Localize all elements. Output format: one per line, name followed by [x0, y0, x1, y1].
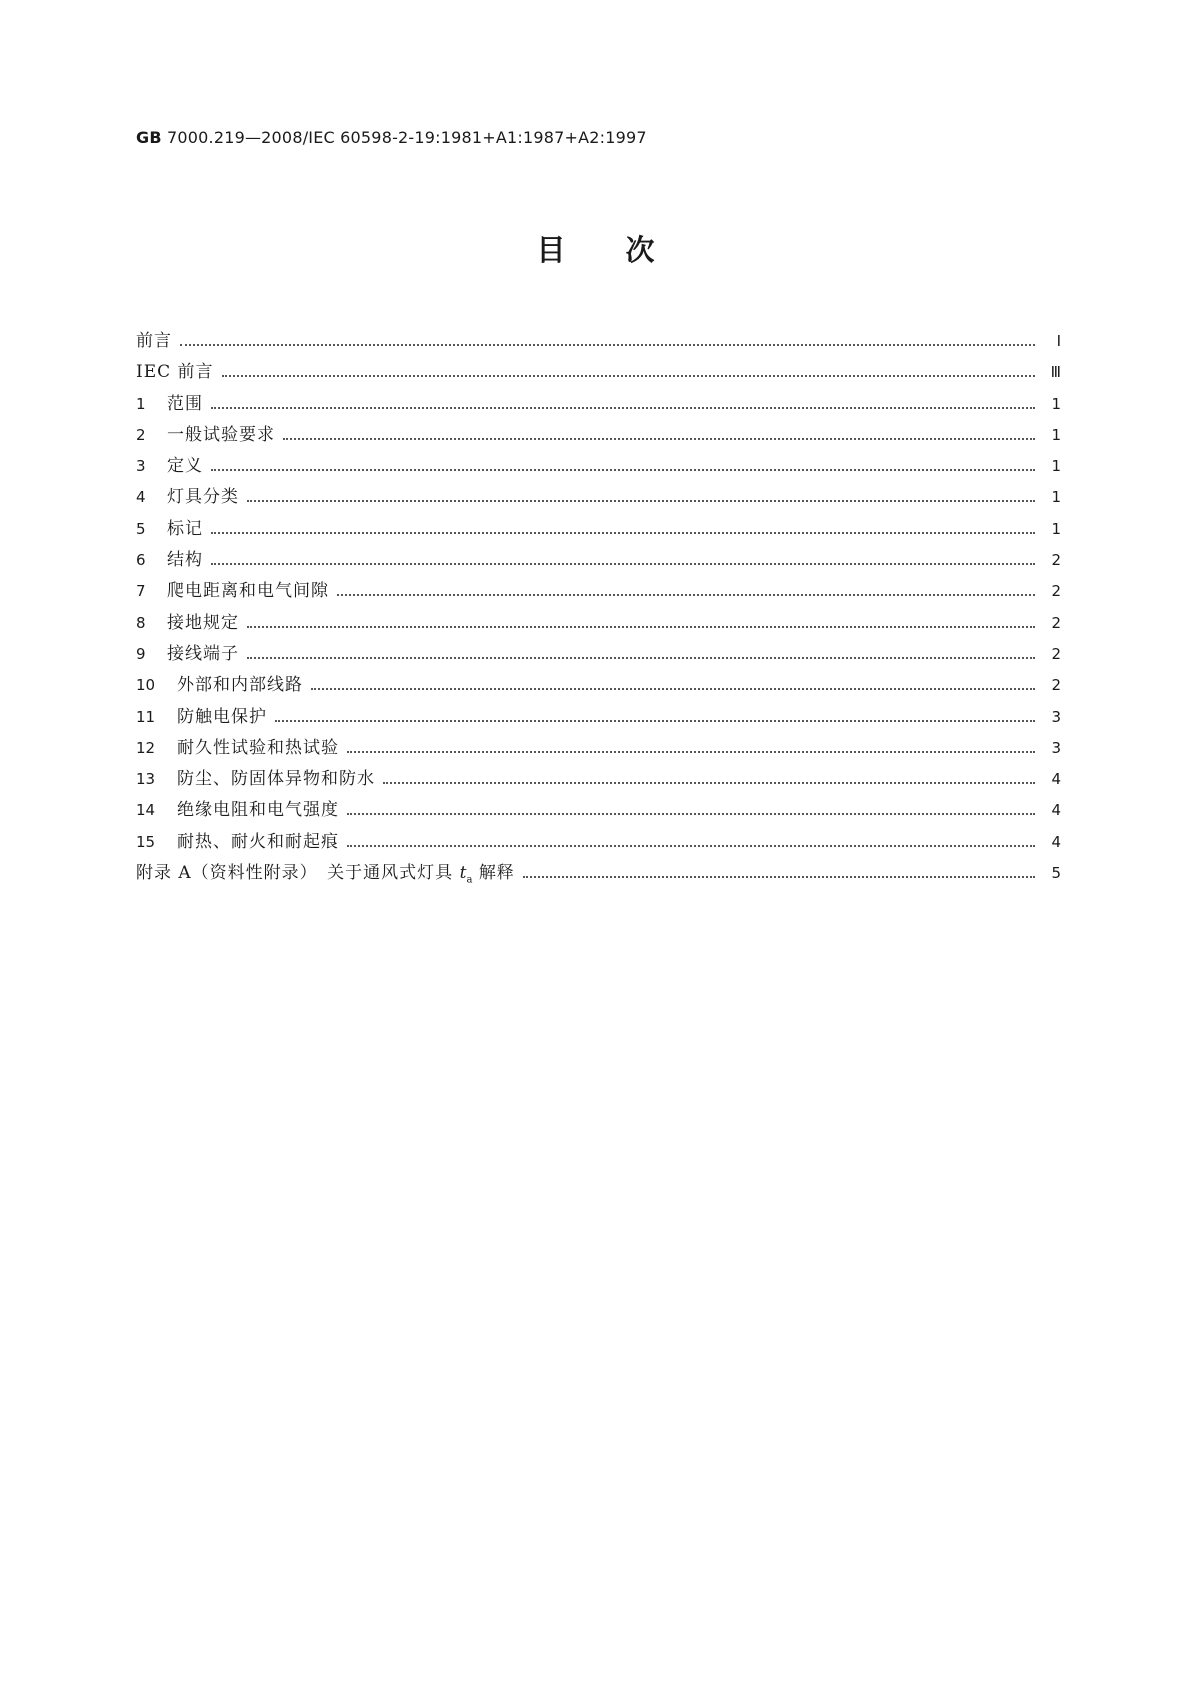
toc-entry-page: 2 — [1051, 551, 1061, 570]
toc-entry[interactable] — [136, 608, 1061, 639]
toc-entry-page: 2 — [1051, 676, 1061, 695]
toc-entry-label: 定义 — [167, 456, 203, 477]
toc-entry-page: 1 — [1051, 394, 1061, 413]
toc-entry-page: Ⅲ — [1050, 363, 1061, 382]
toc-entry-number: 1 — [136, 394, 146, 413]
toc-entry[interactable] — [136, 389, 1061, 420]
toc-dot-leader — [347, 812, 1035, 815]
toc-entry[interactable] — [136, 514, 1061, 545]
toc-entry[interactable] — [136, 795, 1061, 826]
toc-entry-label: 前言 — [136, 331, 172, 351]
toc-entry-page: 2 — [1051, 582, 1061, 601]
toc-entry-label: 结构 — [167, 550, 203, 571]
toc-entry-page: 3 — [1051, 707, 1061, 726]
toc-entry[interactable] — [136, 420, 1061, 451]
toc-entry-number: 12 — [136, 738, 156, 757]
toc-entry-page: 2 — [1051, 613, 1061, 632]
toc-entry-label: 耐热、耐火和耐起痕 — [177, 831, 339, 852]
toc-entry-number: 7 — [136, 582, 146, 601]
toc-dot-leader — [211, 531, 1035, 534]
toc-dot-leader — [211, 562, 1035, 565]
toc-dot-leader — [337, 593, 1035, 596]
toc-entry-page: 4 — [1051, 801, 1061, 820]
toc-entry[interactable] — [136, 545, 1061, 576]
toc-entry-number: 5 — [136, 519, 146, 538]
toc-entry-label: 绝缘电阻和电气强度 — [177, 800, 339, 821]
toc-entry-page: 1 — [1051, 425, 1061, 444]
toc-dot-leader — [211, 406, 1035, 409]
toc-entry[interactable] — [136, 764, 1061, 795]
toc-entry-label: 接线端子 — [167, 643, 239, 664]
toc-dot-leader — [283, 437, 1035, 440]
toc-entry[interactable] — [136, 733, 1061, 764]
variable-subscript: a — [466, 874, 473, 886]
toc-entry[interactable] — [136, 702, 1061, 733]
toc-entry-page: 1 — [1051, 457, 1061, 476]
toc-dot-leader — [383, 781, 1035, 784]
toc-entry-page: 3 — [1051, 738, 1061, 757]
toc-dot-leader — [347, 750, 1035, 753]
toc-entry-page: 2 — [1051, 644, 1061, 663]
toc-dot-leader — [180, 343, 1035, 346]
toc-entry-number: 3 — [136, 457, 146, 476]
toc-entry[interactable] — [136, 451, 1061, 482]
toc-dot-leader — [311, 687, 1035, 690]
toc-entry-number: 11 — [136, 707, 156, 726]
toc-entry-label-text: 附录 A（资料性附录） 关于通风式灯具 — [136, 863, 454, 884]
toc-entry-label: 灯具分类 — [167, 487, 239, 508]
toc-dot-leader — [247, 499, 1035, 502]
toc-entry[interactable] — [136, 827, 1061, 858]
toc-entry-number: 2 — [136, 425, 146, 444]
toc-dot-leader — [247, 625, 1035, 628]
toc-dot-leader — [275, 719, 1035, 722]
toc-entry-label: 范围 — [167, 393, 203, 414]
toc-entry-label: 外部和内部线路 — [177, 675, 303, 696]
toc-entry-number: 15 — [136, 832, 156, 851]
toc-entry-label: 接地规定 — [167, 612, 239, 633]
toc-entry-label: IEC 前言 — [136, 362, 214, 383]
toc-entry-label: 防尘、防固体异物和防水 — [177, 769, 375, 790]
toc-dot-leader — [523, 875, 1035, 878]
toc-entry[interactable] — [136, 482, 1061, 513]
standard-number: 7000.219—2008/IEC 60598-2-19:1981+A1:1987+A2:1997 — [167, 128, 647, 147]
toc-dot-leader — [222, 374, 1035, 377]
table-of-contents — [136, 326, 1061, 889]
toc-entry-number: 6 — [136, 551, 146, 570]
toc-entry[interactable] — [136, 576, 1061, 607]
standard-header — [136, 128, 647, 147]
toc-entry-number: 9 — [136, 644, 146, 663]
toc-entry-page: 1 — [1051, 519, 1061, 538]
toc-entry[interactable] — [136, 357, 1061, 388]
toc-dot-leader — [211, 468, 1035, 471]
toc-entry-label: 防触电保护 — [177, 706, 267, 727]
toc-entry[interactable] — [136, 639, 1061, 670]
toc-entry-label: 耐久性试验和热试验 — [177, 737, 339, 758]
toc-entry[interactable] — [136, 858, 1061, 889]
toc-entry-page: 4 — [1051, 832, 1061, 851]
toc-entry-number: 10 — [136, 676, 156, 695]
standard-prefix: GB — [136, 128, 162, 147]
toc-dot-leader — [347, 844, 1035, 847]
toc-entry[interactable] — [136, 326, 1061, 357]
toc-entry-variable — [459, 863, 473, 886]
toc-entry-number: 13 — [136, 770, 156, 789]
toc-entry-label-suffix: 解释 — [478, 863, 515, 884]
toc-entry-number: 14 — [136, 801, 156, 820]
variable-symbol: t — [459, 863, 467, 884]
toc-entry-page: 4 — [1051, 770, 1061, 789]
page-title: 目次 — [536, 233, 715, 267]
toc-entry-label: 一般试验要求 — [167, 424, 275, 445]
toc-dot-leader — [247, 656, 1035, 659]
toc-entry-number: 4 — [136, 488, 146, 507]
toc-entry[interactable] — [136, 670, 1061, 701]
toc-entry-page: Ⅰ — [1056, 332, 1061, 350]
toc-entry-label — [136, 858, 523, 885]
toc-entry-page: 5 — [1051, 864, 1061, 883]
toc-entry-label: 标记 — [167, 518, 203, 539]
toc-entry-label: 爬电距离和电气间隙 — [167, 581, 329, 602]
toc-entry-page: 1 — [1051, 488, 1061, 507]
toc-entry-number: 8 — [136, 613, 146, 632]
